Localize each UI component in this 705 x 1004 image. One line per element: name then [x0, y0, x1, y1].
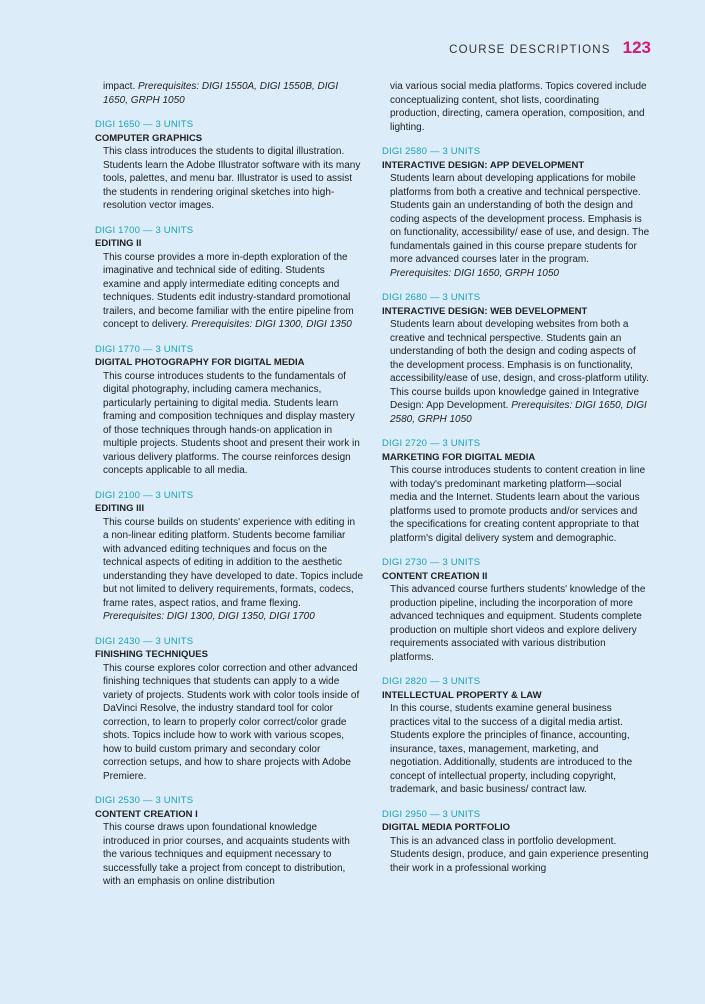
course-entry [95, 489, 363, 624]
course-title: COMPUTER GRAPHICS [95, 132, 203, 144]
course-code: DIGI 1770 — 3 UNITS [95, 343, 194, 355]
course-title: MARKETING FOR DIGITAL MEDIA [382, 451, 536, 463]
course-description: This class introduces the students to digital illustration. Students learn the Adobe Illustrator software with its many tools, palettes, and menu bar. Illustrator is used to assist the students in rendering original sketches into high-resolution vector images. [103, 146, 361, 211]
prerequisites: Prerequisites: DIGI 1300, DIGI 1350, DIGI 1700 [103, 611, 315, 622]
continuation-text: via various social media platforms. Topics covered include conceptualizing content, shot lists, coordinating production, directing, camera operation, composition, and lighting. [390, 81, 647, 133]
course-entry [382, 291, 650, 426]
course-entry [95, 635, 363, 784]
course-code: DIGI 2950 — 3 UNITS [382, 808, 481, 820]
course-title: INTERACTIVE DESIGN: APP DEVELOPMENT [382, 159, 585, 171]
continuation-text: impact. Prerequisites: DIGI 1550A, DIGI 1550B, DIGI 1650, GRPH 1050 [103, 81, 339, 106]
course-title: INTELLECTUAL PROPERTY & LAW [382, 689, 542, 701]
course-description: This is an advanced class in portfolio development. Students design, produce, and gain experience presenting their work in a professional working [390, 835, 649, 874]
course-description: Students learn about developing websites from both a creative and technical perspective. Students gain an understanding of both the design and coding aspects of the development process. Emphasis is on functionality, accessibility/ease of use, design, and cross-platform utility. This course builds upon knowledge gained in Integrative Design: App Development. Prerequisites: DIGI 1650, DIGI 2580, GRPH 1050 [390, 319, 649, 425]
course-entry [95, 794, 363, 889]
course-code: DIGI 2680 — 3 UNITS [382, 292, 481, 303]
course-description: This advanced course furthers students' knowledge of the production pipeline, including the incorporation of more advanced techniques and equipment. Students complete production on multiple short videos and explore delivery requirements associated with various distribution platforms. [390, 584, 646, 663]
course-entry [382, 437, 650, 545]
course-description: This course introduces students to content creation in line with today's predominant marketing platform—social media and the Internet. Students learn about the various platforms used to promote products and/or services and the specifications for creating content appropriate to that platform's digital delivery system and demographic. [390, 465, 646, 544]
right-column [382, 80, 650, 886]
course-entry [382, 556, 650, 664]
course-title: DIGITAL MEDIA PORTFOLIO [382, 822, 511, 833]
prerequisites: Prerequisites: DIGI 1650, GRPH 1050 [390, 267, 559, 279]
course-code: DIGI 2580 — 3 UNITS [382, 146, 481, 157]
course-code: DIGI 2730 — 3 UNITS [382, 557, 481, 568]
course-entry [95, 343, 363, 478]
course-description: This course provides a more in-depth exploration of the imaginative and technical side of editing. Students examine and apply intermediate editing concepts and techniques. Students edit industry-standard promotional trailers, and become familiar with the entire pipeline from concept to delivery. Prerequisites: DIGI 1300, DIGI 1350 [103, 251, 354, 330]
course-title: CONTENT CREATION II [382, 570, 488, 582]
course-description: This course draws upon foundational knowledge introduced in prior courses, and acquaints students with the various techniques and equipment necessary to successfully take a project from concept to distribution, with an emphasis on online distribution [103, 822, 350, 887]
course-code: DIGI 1650 — 3 UNITS [95, 119, 194, 130]
course-entry [382, 675, 650, 797]
section-title: COURSE DESCRIPTIONS [449, 44, 611, 56]
prerequisites: Prerequisites: DIGI 1300, DIGI 1350 [191, 319, 352, 330]
course-code: DIGI 1700 — 3 UNITS [95, 224, 194, 236]
course-code: DIGI 2100 — 3 UNITS [95, 489, 194, 501]
course-code: DIGI 2430 — 3 UNITS [95, 635, 194, 647]
course-title: INTERACTIVE DESIGN: WEB DEVELOPMENT [382, 305, 588, 317]
course-code: DIGI 2820 — 3 UNITS [382, 676, 481, 687]
course-title: EDITING II [95, 238, 142, 249]
course-title: FINISHING TECHNIQUES [95, 649, 208, 660]
course-description: In this course, students examine general business practices vital to the success of a digital media artist. Students explore the principles of finance, accounting, insurance, taxes, management, marketing, and negotiation. Additionally, students are introduced to the concept of intellectual property, including copyright, trademark, and basic business/ contract law. [390, 703, 633, 795]
course-entry [382, 145, 650, 280]
left-column [95, 80, 363, 900]
course-entry [382, 808, 650, 876]
course-code: DIGI 2530 — 3 UNITS [95, 795, 194, 806]
page-number: 123 [622, 38, 651, 57]
course-entry [95, 118, 363, 213]
course-title: EDITING III [95, 503, 145, 514]
course-description: This course explores color correction and other advanced finishing techniques that students can apply to a wide variety of projects. Students work with color tools inside of DaVinci Resolve, the industry standard tool for color correction, to learn to properly color correct/color grade shots. Topics include how to work with various scopes, how to build custom primary and secondary color correction setups, and how to share projects with Adobe Premiere. [103, 662, 360, 782]
course-title: DIGITAL PHOTOGRAPHY FOR DIGITAL MEDIA [95, 357, 305, 368]
prerequisites: Prerequisites: DIGI 1650, DIGI 2580, GRPH 1050 [390, 400, 647, 425]
course-description: This course introduces students to the fundamentals of digital photography, including camera mechanics, particularly pertaining to digital media. Students learn framing and composition techniques and display mastery of those techniques through hands-on application in multiple projects. Students shoot and present their work in various delivery platforms. The course reinforces design concepts applicable to all media. [103, 370, 360, 476]
prerequisites: Prerequisites: DIGI 1550A, DIGI 1550B, DIGI 1650, GRPH 1050 [103, 81, 339, 106]
course-description: Students learn about developing applications for mobile platforms from both a creative and technical perspective. Students gain an understanding of both the design and coding aspects of the development process. Emphasis is on functionality, accessibility/ ease of use, and design. The fundamentals gained in this course prepare students for more advanced courses later in the program. Prerequisites: DIGI 1650, GRPH 1050 [390, 173, 650, 279]
course-entry [95, 224, 363, 332]
course-title: CONTENT CREATION I [95, 808, 198, 820]
course-description: This course builds on students' experience with editing in a non-linear editing platform. Students become familiar with advanced editing techniques and focus on the technical aspects of editing in addition to the aesthetic understanding they have developed to date. Topics include but not limited to delivery requirements, formats, codecs, frame rates, aspect ratios, and frame flexing. Prerequisites: DIGI 1300, DIGI 1350, DIGI 1700 [103, 516, 364, 622]
page-header [449, 38, 651, 58]
course-code: DIGI 2720 — 3 UNITS [382, 438, 481, 449]
